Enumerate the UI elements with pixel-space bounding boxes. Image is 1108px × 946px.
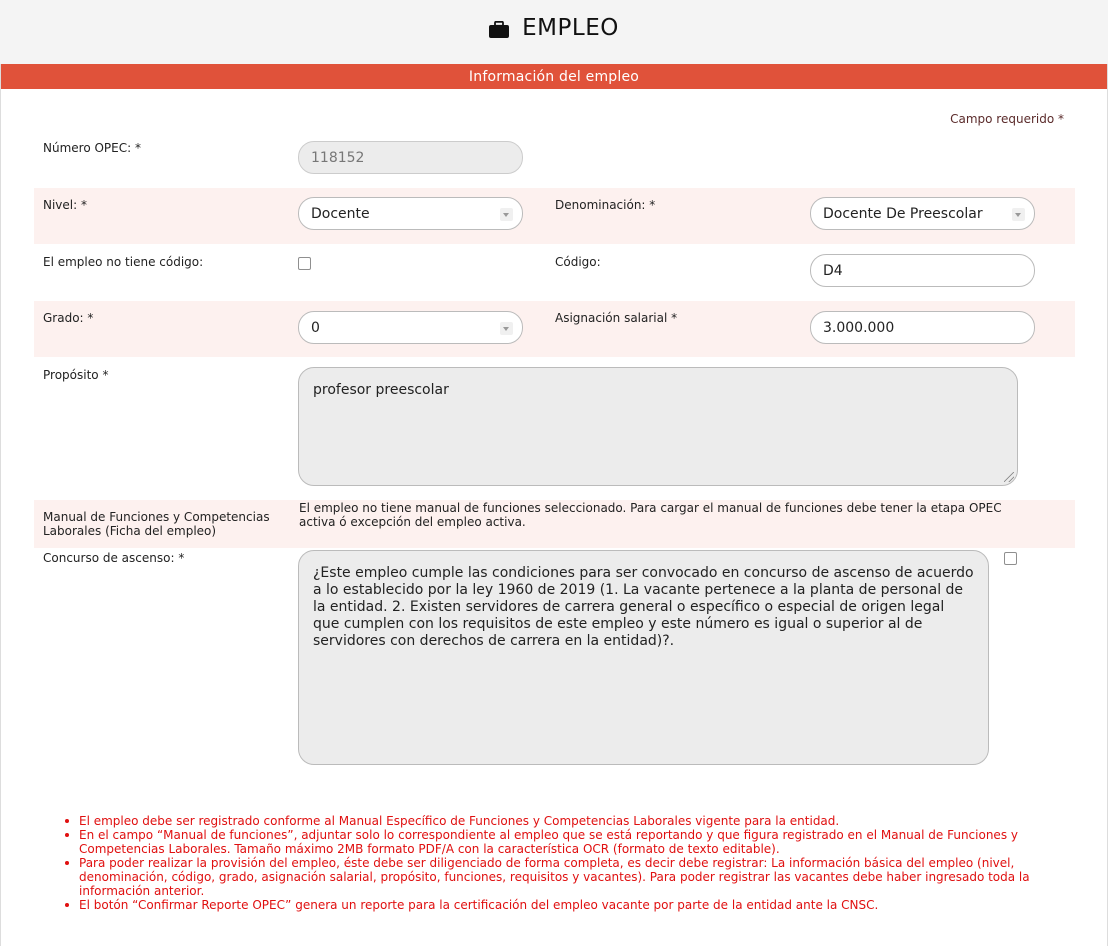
employment-info-panel — [0, 64, 1108, 946]
page-title: EMPLEO — [522, 15, 619, 41]
chevron-down-icon — [500, 208, 513, 221]
row-codigo — [34, 244, 1075, 301]
manual-message: El empleo no tiene manual de funciones seleccionado. Para cargar el manual de funciones debe tener la etapa OPEC activa ó excepción del empleo activa. — [299, 501, 1002, 529]
row-numero-opec — [34, 134, 1075, 184]
resize-handle-icon[interactable] — [1004, 472, 1014, 482]
notes-list — [63, 814, 1073, 912]
row-proposito — [34, 357, 1075, 497]
note-item: En el campo “Manual de funciones”, adjuntar solo lo correspondiente al empleo que se está reportando y que figura registrado en el Manual de Funciones y Competencias Laborales. Tamaño máximo 2MB formato PDF/A con la característica OCR (formato de texto editable). — [79, 828, 1073, 856]
numero-opec-label: Número OPEC: * — [43, 141, 141, 155]
codigo-input[interactable]: D4 — [810, 254, 1035, 287]
note-item: Para poder realizar la provisión del empleo, éste debe ser diligenciado de forma completa, es decir debe registrar: La información básica del empleo (nivel, denominación, código, grado, asignación salarial, propósito, funciones, requisitos y vacantes). Para poder registrar las vacantes debe haber ingresado toda la información anterior. — [79, 856, 1073, 898]
row-grado-asignacion — [34, 301, 1075, 357]
denominacion-label: Denominación: * — [555, 198, 656, 212]
row-manual-funciones — [34, 500, 1075, 548]
proposito-value: profesor preescolar — [313, 382, 449, 398]
nivel-label: Nivel: * — [43, 198, 87, 212]
grado-select[interactable] — [298, 311, 523, 344]
nivel-value: Docente — [311, 205, 370, 222]
proposito-textarea[interactable] — [298, 367, 1018, 486]
note-item: El botón “Confirmar Reporte OPEC” genera un reporte para la certificación del empleo vacante por parte de la entidad ante la CNSC. — [79, 898, 1073, 912]
row-concurso-ascenso — [34, 548, 1075, 768]
manual-label: Manual de Funciones y Competencias Laborales (Ficha del empleo) — [43, 510, 270, 538]
concurso-label: Concurso de ascenso: * — [43, 551, 185, 565]
chevron-down-icon — [1012, 208, 1025, 221]
denominacion-value: Docente De Preescolar — [823, 205, 983, 222]
chevron-down-icon — [500, 322, 513, 335]
sin-codigo-checkbox[interactable] — [298, 257, 311, 270]
numero-opec-input[interactable]: 118152 — [298, 141, 523, 174]
asignacion-input[interactable]: 3.000.000 — [810, 311, 1035, 344]
page-header — [0, 0, 1108, 56]
nivel-select[interactable] — [298, 197, 523, 230]
grado-value: 0 — [311, 319, 320, 336]
panel-title: Información del empleo — [1, 64, 1107, 89]
asignacion-label: Asignación salarial * — [555, 311, 678, 325]
codigo-label: Código: — [555, 255, 601, 269]
concurso-checkbox[interactable] — [1004, 552, 1017, 565]
briefcase-icon — [489, 21, 509, 38]
row-nivel-denominacion — [34, 188, 1075, 244]
concurso-question-text: ¿Este empleo cumple las condiciones para ser convocado en concurso de ascenso de acuerdo a lo establecido por la ley 1960 de 2019 (1. La vacante pertenece a la planta de personal de la entidad. 2. Existen servidores de carrera general o específico o especial de origen legal que cumplen con los requisitos de este empleo y este número es igual o superior al de servidores con derechos de carrera en la entidad)?. — [313, 565, 974, 649]
sin-codigo-label: El empleo no tiene código: — [43, 255, 204, 269]
denominacion-select[interactable] — [810, 197, 1035, 230]
concurso-question — [298, 550, 989, 765]
proposito-label: Propósito * — [43, 368, 109, 382]
grado-label: Grado: * — [43, 311, 94, 325]
note-item: El empleo debe ser registrado conforme al Manual Específico de Funciones y Competencias Laborales vigente para la entidad. — [79, 814, 1073, 828]
required-field-note: Campo requerido * — [950, 112, 1064, 126]
